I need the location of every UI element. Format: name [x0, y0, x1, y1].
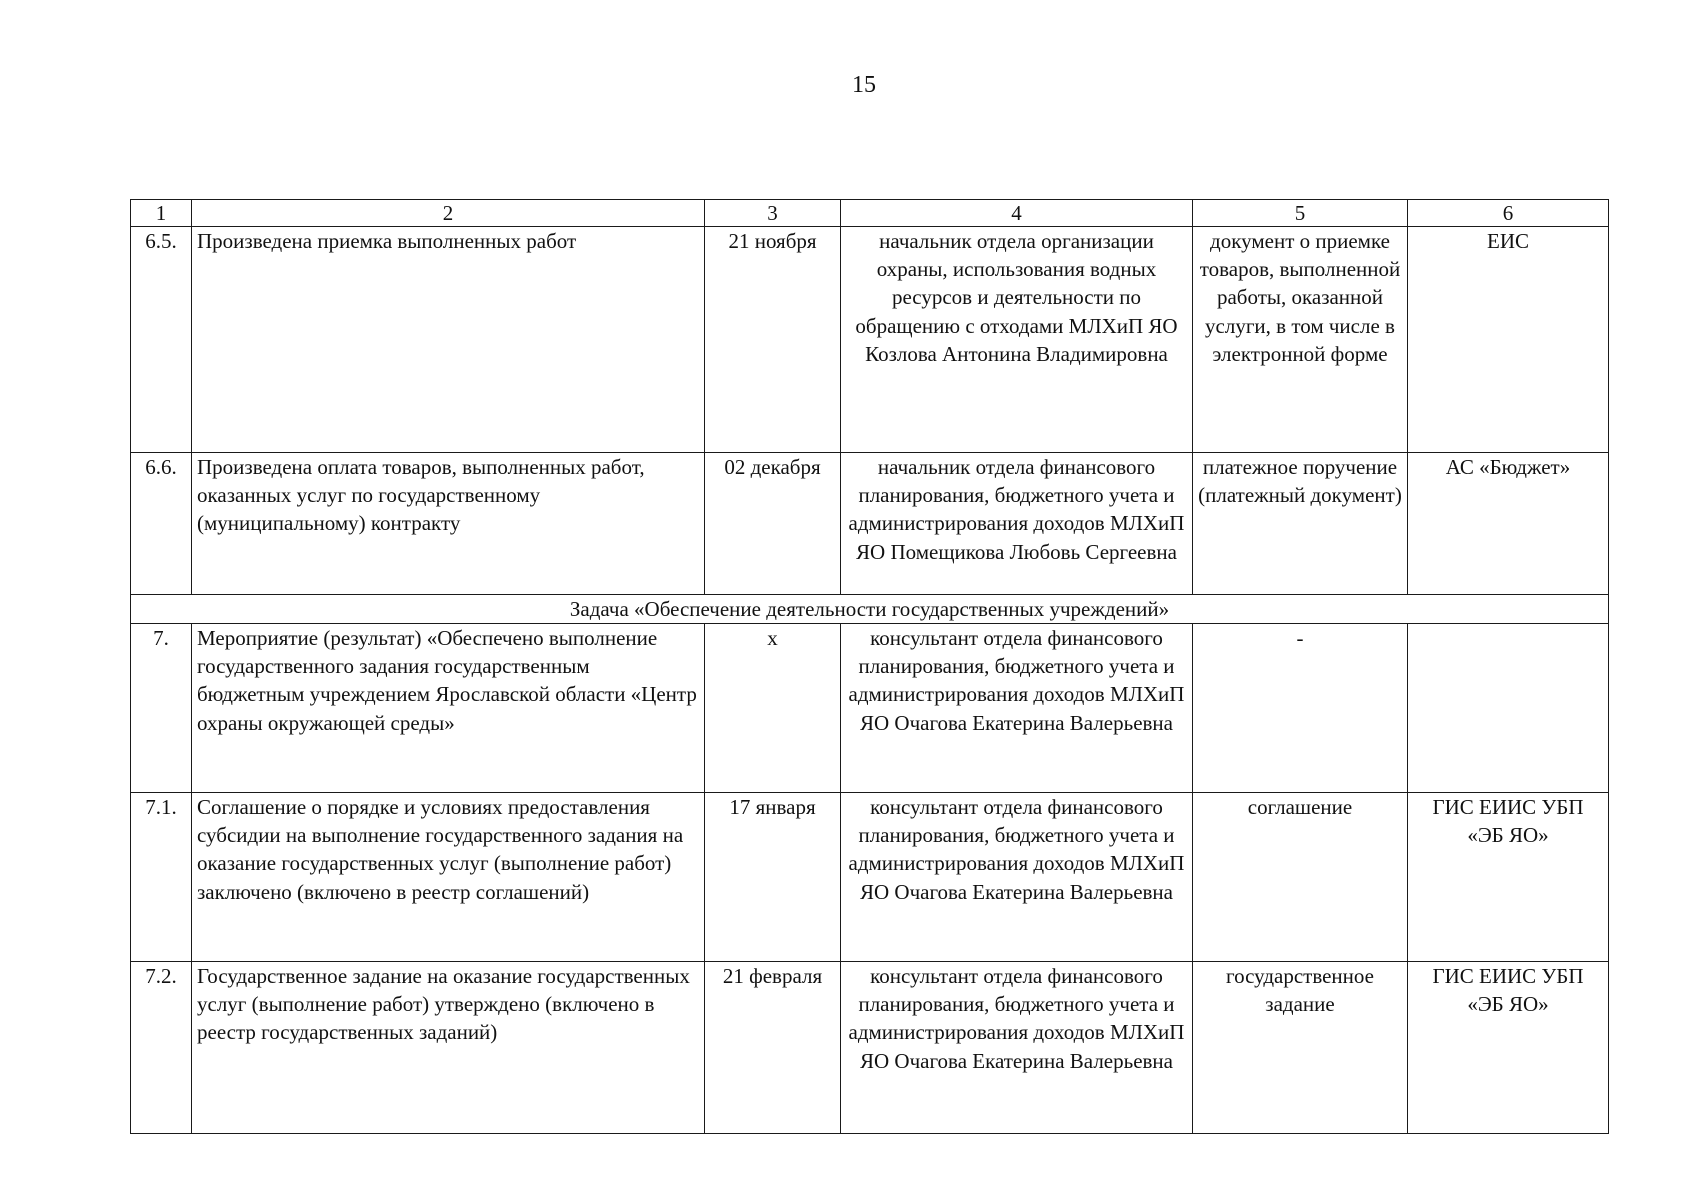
row-number: 7.1.: [131, 793, 192, 962]
row-number: 6.5.: [131, 227, 192, 453]
column-header: 2: [192, 200, 705, 227]
row-responsible: консультант отдела финансового планирования, бюджетного учета и администрирования доходов МЛХиП ЯО Очагова Екатерина Валерьевна: [841, 793, 1193, 962]
row-responsible: консультант отдела финансового планирования, бюджетного учета и администрирования доходов МЛХиП ЯО Очагова Екатерина Валерьевна: [841, 624, 1193, 793]
row-description: Произведена оплата товаров, выполненных работ, оказанных услуг по государственному (муниципальному) контракту: [192, 453, 705, 595]
row-description: Соглашение о порядке и условиях предоставления субсидии на выполнение государственного задания на оказание государственных услуг (выполнение работ) заключено (включено в реестр соглашений): [192, 793, 705, 962]
row-document: платежное поручение (платежный документ): [1193, 453, 1408, 595]
row-description: Мероприятие (результат) «Обеспечено выполнение государственного задания государственным бюджетным учреждением Ярославской области «Центр охраны окружающей среды»: [192, 624, 705, 793]
row-date: 17 января: [705, 793, 841, 962]
table-row: [131, 227, 1609, 453]
row-document: -: [1193, 624, 1408, 793]
column-header: 6: [1408, 200, 1609, 227]
page-number: 15: [852, 72, 876, 98]
column-number-row: [131, 200, 1609, 227]
row-document: документ о приемке товаров, выполненной работы, оказанной услуги, в том числе в электронной форме: [1193, 227, 1408, 453]
row-number: 7.: [131, 624, 192, 793]
table-row: [131, 453, 1609, 595]
row-description: Произведена приемка выполненных работ: [192, 227, 705, 453]
row-date: 21 февраля: [705, 962, 841, 1134]
task-heading: Задача «Обеспечение деятельности государственных учреждений»: [131, 595, 1609, 624]
row-responsible: начальник отдела финансового планирования, бюджетного учета и администрирования доходов МЛХиП ЯО Помещикова Любовь Сергеевна: [841, 453, 1193, 595]
task-row: [131, 595, 1609, 624]
row-system: [1408, 624, 1609, 793]
row-system: ЕИС: [1408, 227, 1609, 453]
column-header: 1: [131, 200, 192, 227]
row-responsible: консультант отдела финансового планирования, бюджетного учета и администрирования доходов МЛХиП ЯО Очагова Екатерина Валерьевна: [841, 962, 1193, 1134]
row-date: 21 ноября: [705, 227, 841, 453]
table-row: [131, 793, 1609, 962]
row-number: 7.2.: [131, 962, 192, 1134]
row-description: Государственное задание на оказание государственных услуг (выполнение работ) утверждено (включено в реестр государственных заданий): [192, 962, 705, 1134]
row-document: соглашение: [1193, 793, 1408, 962]
plan-table: [130, 199, 1609, 1134]
row-document: государственное задание: [1193, 962, 1408, 1134]
row-number: 6.6.: [131, 453, 192, 595]
table-row: [131, 962, 1609, 1134]
row-system: ГИС ЕИИС УБП «ЭБ ЯО»: [1408, 793, 1609, 962]
row-responsible: начальник отдела организации охраны, использования водных ресурсов и деятельности по обращению с отходами МЛХиП ЯО Козлова Антонина Владимировна: [841, 227, 1193, 453]
column-header: 5: [1193, 200, 1408, 227]
table-row: [131, 624, 1609, 793]
row-system: ГИС ЕИИС УБП «ЭБ ЯО»: [1408, 962, 1609, 1134]
row-date: х: [705, 624, 841, 793]
row-system: АС «Бюджет»: [1408, 453, 1609, 595]
row-date: 02 декабря: [705, 453, 841, 595]
column-header: 3: [705, 200, 841, 227]
column-header: 4: [841, 200, 1193, 227]
